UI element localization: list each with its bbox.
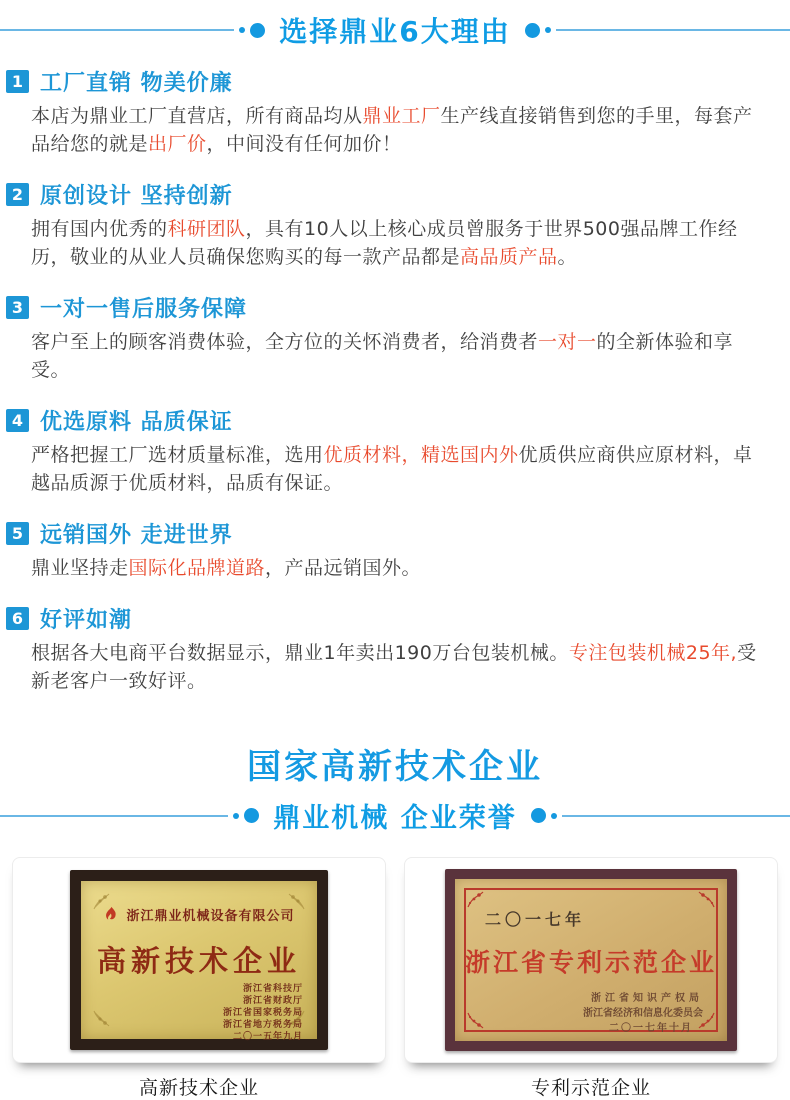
dot-icon	[233, 813, 239, 819]
dot-icon	[239, 27, 245, 33]
highlight-text: 国际化品牌道路	[128, 557, 266, 579]
plaque-company-name: 浙江鼎业机械设备有限公司	[126, 909, 295, 924]
reason-head	[6, 179, 770, 210]
body-text: 生产线直接销售到您的手里，每套产品给您的就是	[31, 105, 753, 155]
plaque-high-tech	[70, 870, 328, 1050]
certificate-photo	[404, 857, 778, 1063]
reason-body	[31, 102, 770, 158]
reason-number-badge: 6	[6, 607, 29, 630]
plaque-issuer-line: 浙江省科技厅	[242, 984, 303, 994]
flourish-icon	[93, 1010, 110, 1027]
plaque-company-row	[81, 905, 317, 924]
company-logo-icon	[103, 906, 120, 923]
plaque-year: 二〇一七年	[485, 910, 586, 929]
body-text: 根据各大电商平台数据显示，鼎业1年卖出190万台包装机械。	[31, 642, 569, 664]
certificate-photo	[12, 857, 386, 1063]
reason-title: 原创设计 坚持创新	[40, 184, 233, 209]
reason-item	[6, 405, 770, 497]
reason-head	[6, 405, 770, 436]
honor-title: 国家高新技术企业	[247, 747, 543, 787]
plaque-issuer-line: 浙江省国家税务局	[222, 1008, 303, 1018]
reason-title: 一对一售后服务保障	[40, 297, 248, 322]
reason-number-badge: 5	[6, 522, 29, 545]
highlight-text: 出厂价	[148, 133, 207, 155]
reason-title: 工厂直销 物美价廉	[40, 71, 233, 96]
reason-number-badge: 3	[6, 296, 29, 319]
reasons-section-header	[0, 0, 790, 52]
reason-title: 远销国外 走进世界	[40, 523, 233, 548]
plaque-issuer-line: 二〇一七年十月	[609, 1023, 693, 1034]
reason-item	[6, 603, 770, 695]
highlight-text: 一对一	[538, 331, 597, 353]
honor-section-header	[0, 796, 790, 835]
body-text: ，产品远销国外。	[265, 557, 422, 579]
reason-body	[31, 328, 770, 384]
certificate-card	[404, 857, 778, 1100]
certificate-caption: 专利示范企业	[530, 1077, 651, 1099]
dot-icon	[551, 813, 557, 819]
highlight-text: 鼎业工厂	[362, 105, 441, 127]
reason-item	[6, 66, 770, 158]
reason-item	[6, 292, 770, 384]
reason-body	[31, 215, 770, 271]
dot-icon	[250, 23, 265, 38]
body-text: 受新老客户一致好评。	[31, 642, 757, 692]
highlight-text: 优质材料，精选国内外	[323, 444, 519, 466]
body-text: 客户至上的顾客消费体验，全方位的关怀消费者，给消费者	[31, 331, 539, 353]
reason-number-badge: 4	[6, 409, 29, 432]
reason-head	[6, 66, 770, 97]
reasons-header-title: 选择鼎业6大理由	[279, 15, 511, 48]
divider-line	[562, 815, 790, 817]
plaque-issuer-line: 浙江省经济和信息化委员会	[583, 1008, 703, 1019]
divider-line	[556, 29, 790, 31]
certificate-card	[12, 857, 386, 1100]
highlight-text: 科研团队	[167, 218, 246, 240]
honor-subtitle: 鼎业机械 企业荣誉	[273, 803, 517, 834]
reason-title: 好评如潮	[40, 608, 133, 633]
plaque-issuer-line: 二〇一五年九月	[232, 1032, 303, 1042]
body-text: 严格把握工厂选材质量标准，选用	[31, 444, 324, 466]
plaque-issuer-line: 浙江省财政厅	[242, 996, 303, 1006]
plaque-issuer-line: 浙江省知识产权局	[591, 993, 703, 1004]
body-text: 拥有国内优秀的	[31, 218, 168, 240]
plaque-main-text: 高新技术企业	[96, 944, 301, 978]
flourish-icon	[467, 1012, 484, 1029]
flourish-icon	[467, 891, 484, 908]
reason-number-badge: 2	[6, 183, 29, 206]
plaque-main-text: 浙江省专利示范企业	[464, 948, 717, 977]
certificate-caption: 高新技术企业	[138, 1077, 259, 1099]
reason-head	[6, 292, 770, 323]
divider-line	[0, 815, 228, 817]
reason-item	[6, 179, 770, 271]
body-text: ，具有10人以上核心成员曾服务于世界500强品牌工作经历，敬业的从业人员确保您购买的每一款产品都是	[31, 218, 738, 268]
reason-item	[6, 518, 770, 582]
reason-head	[6, 603, 770, 634]
body-text: 鼎业坚持走	[31, 557, 129, 579]
reason-head	[6, 518, 770, 549]
plaque-issuer-line: 浙江省地方税务局	[222, 1020, 303, 1030]
dot-icon	[545, 27, 551, 33]
plaque-issuers	[583, 991, 703, 1036]
reason-body	[31, 441, 770, 497]
flourish-icon	[698, 891, 715, 908]
body-text: 本店为鼎业工厂直营店，所有商品均从	[31, 105, 363, 127]
highlight-text: 高品质产品	[460, 246, 558, 268]
reasons-list	[0, 66, 790, 695]
body-text: ，中间没有任何加价！	[206, 133, 402, 155]
reason-body	[31, 639, 770, 695]
body-text: 优质供应商供应原材料，卓越品质源于优质材料，品质有保证。	[31, 444, 753, 494]
reason-body	[31, 554, 770, 582]
certificates-row	[0, 853, 790, 1100]
reason-number-badge: 1	[6, 70, 29, 93]
dot-icon	[525, 23, 540, 38]
highlight-text: 专注包装机械25年,	[568, 642, 738, 664]
plaque-issuers	[223, 983, 303, 1043]
body-text: 。	[557, 246, 578, 268]
dot-icon	[531, 808, 546, 823]
divider-line	[0, 29, 234, 31]
reason-title: 优选原料 品质保证	[40, 410, 233, 435]
body-text: 的全新体验和享受。	[31, 331, 734, 381]
plaque-patent	[445, 869, 737, 1051]
dot-icon	[244, 808, 259, 823]
